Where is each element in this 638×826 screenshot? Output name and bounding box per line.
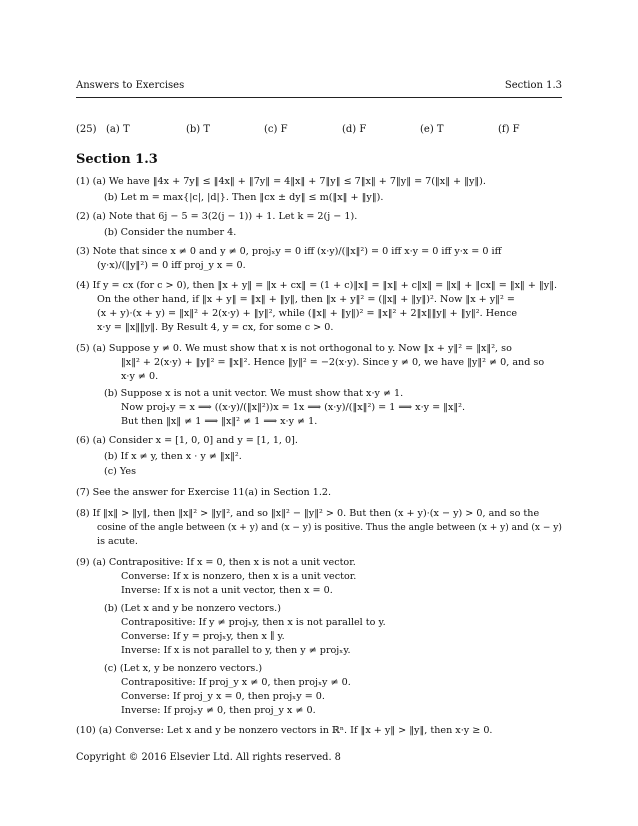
- text-line: (b) Suppose x is not a unit vector. We must show that x·y ≠ 1.: [104, 388, 404, 399]
- text-line: Inverse: If projₓy ≠ 0, then proj_y x ≠ 0.: [121, 705, 316, 716]
- footer-copyright: Copyright © 2016 Elsevier Ltd. All rights reserved. 8: [76, 752, 341, 763]
- text-line: (7) See the answer for Exercise 11(a) in Section 1.2.: [76, 487, 332, 498]
- text-line: (9) (a) Contrapositive: If x = 0, then x is not a unit vector.: [76, 557, 356, 568]
- text-line: Inverse: If x is not a unit vector, then x = 0.: [121, 585, 333, 596]
- text-line: (5) (a) Suppose y ≠ 0. We must show that x is not orthogonal to y. Now ‖x + y‖² = ‖x‖², so: [76, 343, 512, 354]
- text-line: Converse: If proj_y x = 0, then projₓy = 0.: [121, 691, 325, 702]
- text-line: But then ‖x‖ ≠ 1 ⟹ ‖x‖² ≠ 1 ⟹ x·y ≠ 1.: [121, 416, 318, 427]
- answer-b: (b) T: [186, 124, 211, 135]
- text-line: Now projₓy = x ⟹ ((x·y)/(‖x‖²))x = 1x ⟹ (x·y)/(‖x‖²) = 1 ⟹ x·y = ‖x‖².: [121, 402, 466, 413]
- section-title: Section 1.3: [76, 152, 158, 167]
- text-line: (b) (Let x and y be nonzero vectors.): [104, 603, 281, 614]
- text-line: (6) (a) Consider x = [1, 0, 0] and y = [1, 1, 0].: [76, 435, 298, 446]
- answer-a: (a) T: [106, 124, 130, 135]
- text-line: (c) Yes: [104, 466, 137, 477]
- text-line: cosine of the angle between (x + y) and (x − y) is positive. Thus the angle between (x + y) and (x − y): [97, 523, 562, 533]
- answer-f: (f) F: [498, 124, 520, 135]
- text-line: ‖x‖² + 2(x·y) + ‖y‖² = ‖x‖². Hence ‖y‖² = −2(x·y). Since y ≠ 0, we have ‖y‖² ≠ 0, and so: [121, 357, 545, 368]
- text-line: Converse: If x is nonzero, then x is a unit vector.: [121, 571, 357, 582]
- header-left: Answers to Exercises: [76, 80, 185, 91]
- text-line: is acute.: [97, 536, 138, 547]
- text-line: x·y = ‖x‖‖y‖. By Result 4, y = cx, for some c > 0.: [97, 322, 334, 333]
- text-line: (b) If x ≠ y, then x · y ≠ ‖x‖².: [104, 451, 242, 462]
- text-line: Inverse: If x is not parallel to y, then y ≠ projₓy.: [121, 645, 351, 656]
- text-line: (8) If ‖x‖ > ‖y‖, then ‖x‖² > ‖y‖², and so ‖x‖² − ‖y‖² > 0. But then (x + y)·(x − y) > 0, and so the: [76, 508, 540, 519]
- text-line: (b) Let m = max{|c|, |d|}. Then ‖cx ± dy‖ ≤ m(‖x‖ + ‖y‖).: [104, 192, 384, 203]
- text-line: Converse: If y = projₓy, then x ∥ y.: [121, 631, 285, 642]
- exercise-number: (25): [76, 124, 97, 135]
- header-rule: [76, 97, 562, 98]
- text-line: (1) (a) We have ‖4x + 7y‖ ≤ ‖4x‖ + ‖7y‖ = 4‖x‖ + 7‖y‖ ≤ 7‖x‖ + 7‖y‖ = 7(‖x‖ + ‖y‖).: [76, 176, 486, 187]
- text-line: On the other hand, if ‖x + y‖ = ‖x‖ + ‖y‖, then ‖x + y‖² = (‖x‖ + ‖y‖)². Now ‖x + y‖² =: [97, 294, 515, 305]
- text-line: x·y ≠ 0.: [121, 371, 159, 382]
- text-line: (b) Consider the number 4.: [104, 227, 237, 238]
- text-line: (c) (Let x, y be nonzero vectors.): [104, 663, 263, 674]
- text-line: Contrapositive: If y ≠ projₓy, then x is not parallel to y.: [121, 617, 386, 628]
- text-line: (y·x)/(‖y‖²) = 0 iff proj_y x = 0.: [97, 260, 246, 271]
- text-line: (10) (a) Converse: Let x and y be nonzero vectors in ℝⁿ. If ‖x + y‖ > ‖y‖, then x·y ≥ 0.: [76, 725, 493, 736]
- text-line: (2) (a) Note that 6j − 5 = 3(2(j − 1)) + 1. Let k = 2(j − 1).: [76, 211, 358, 222]
- answer-c: (c) F: [264, 124, 288, 135]
- answer-e: (e) T: [420, 124, 444, 135]
- running-header: [76, 80, 562, 94]
- text-line: (x + y)·(x + y) = ‖x‖² + 2(x·y) + ‖y‖², while (‖x‖ + ‖y‖)² = ‖x‖² + 2‖x‖‖y‖ + ‖y‖². Hence: [97, 308, 518, 319]
- header-right: Section 1.3: [504, 80, 562, 91]
- text-line: Contrapositive: If proj_y x ≠ 0, then projₓy ≠ 0.: [121, 677, 351, 688]
- text-line: (4) If y = cx (for c > 0), then ‖x + y‖ = ‖x + cx‖ = (1 + c)‖x‖ = ‖x‖ + c‖x‖ = ‖x‖ + ‖cx‖ = ‖x‖ + ‖y‖.: [76, 280, 558, 291]
- answer-d: (d) F: [342, 124, 367, 135]
- text-line: (3) Note that since x ≠ 0 and y ≠ 0, projₓy = 0 iff (x·y)/(‖x‖²) = 0 iff x·y = 0 iff y·x = 0 iff: [76, 246, 502, 257]
- exercise-25-answers: [76, 124, 562, 138]
